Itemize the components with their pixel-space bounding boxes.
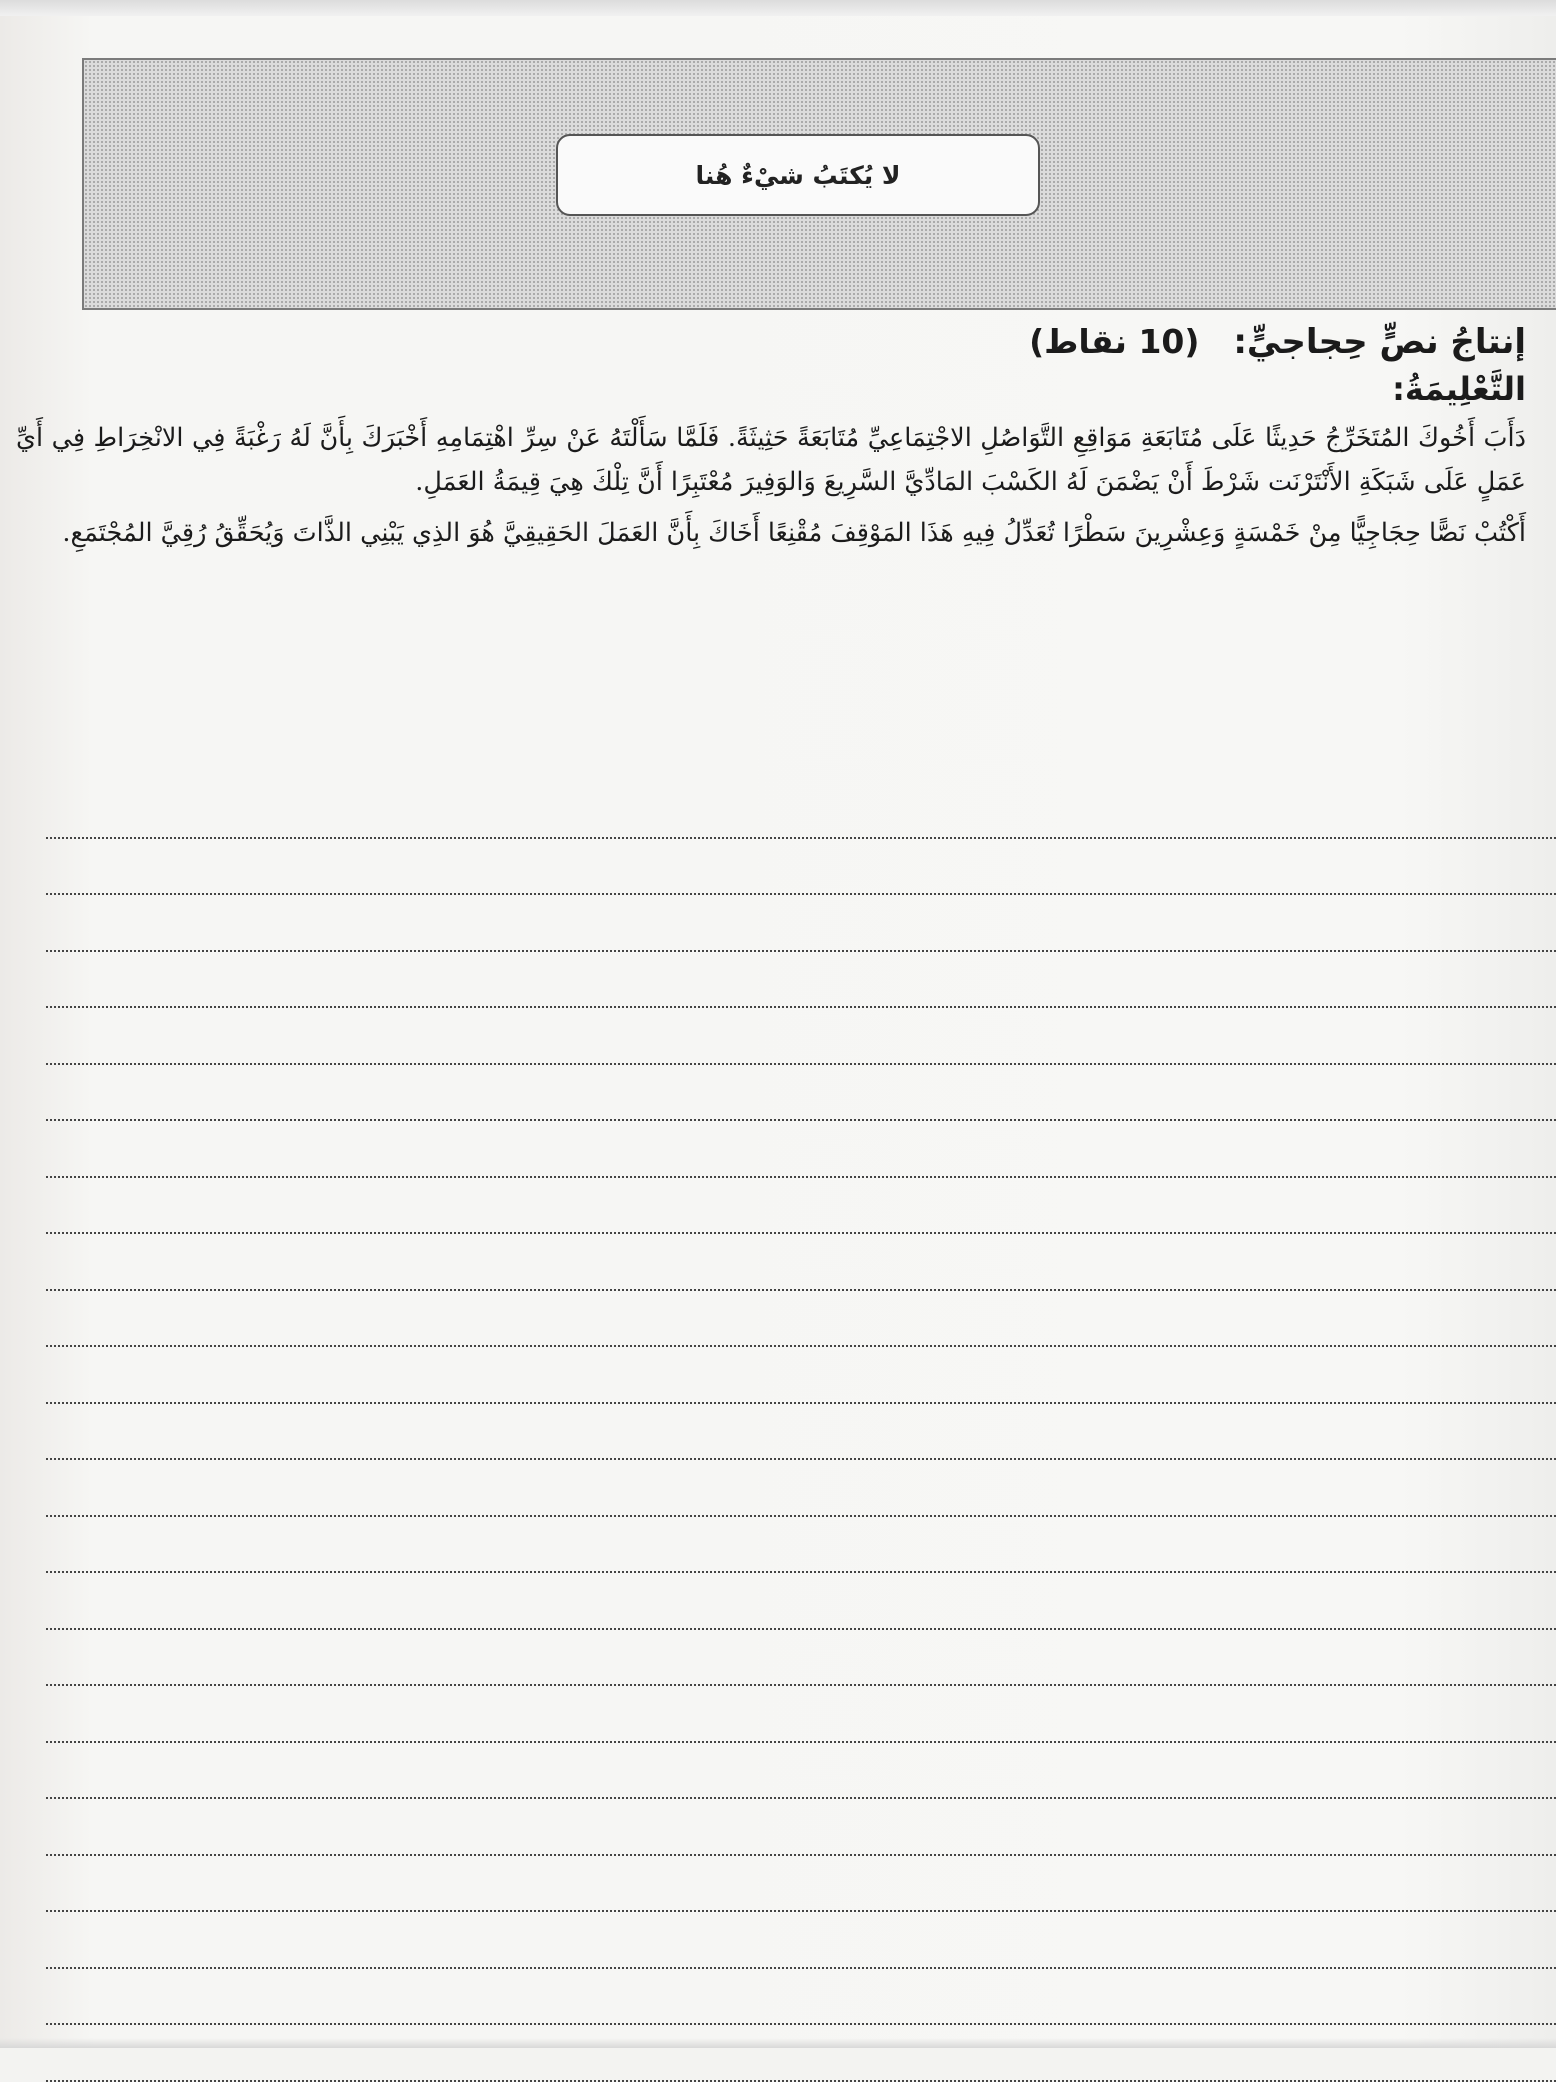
question-section bbox=[16, 318, 1526, 562]
answer-line[interactable] bbox=[46, 1404, 1556, 1461]
answer-line[interactable] bbox=[46, 1799, 1556, 1856]
answer-line[interactable] bbox=[46, 2025, 1556, 2082]
section-heading bbox=[16, 318, 1526, 366]
answer-line[interactable] bbox=[46, 1743, 1556, 1800]
section-points: (10 نقاط) bbox=[1029, 322, 1200, 361]
answer-line[interactable] bbox=[46, 1912, 1556, 1969]
answer-lines[interactable] bbox=[46, 782, 1556, 2082]
answer-line[interactable] bbox=[46, 1630, 1556, 1687]
answer-line[interactable] bbox=[46, 895, 1556, 952]
answer-line[interactable] bbox=[46, 1969, 1556, 2026]
no-write-label bbox=[556, 134, 1040, 216]
answer-line[interactable] bbox=[46, 952, 1556, 1009]
answer-line[interactable] bbox=[46, 1234, 1556, 1291]
answer-line[interactable] bbox=[46, 782, 1556, 839]
page-bottom-edge bbox=[0, 2038, 1556, 2048]
answer-line[interactable] bbox=[46, 1460, 1556, 1517]
page-top-edge bbox=[0, 0, 1556, 16]
answer-line[interactable] bbox=[46, 1573, 1556, 1630]
no-write-text: لا يُكتَبُ شيْءٌ هُنا bbox=[695, 160, 901, 190]
answer-line[interactable] bbox=[46, 1178, 1556, 1235]
answer-line[interactable] bbox=[46, 1008, 1556, 1065]
instruction-label: التَّعْلِيمَةُ: bbox=[1392, 370, 1526, 408]
answer-line[interactable] bbox=[46, 1347, 1556, 1404]
task-paragraph: أَكْتُبْ نَصًّا حِجَاجِيًّا مِنْ خَمْسَةٍ وَعِشْرِينَ سَطْرًا تُعَدِّلُ فِيهِ هَذَا المَوْقِفَ مُقْنِعًا أَخَاكَ بِأَنَّ العَمَلَ الحَقِيقِيَّ هُوَ الذِي يَبْنِي الذَّاتَ وَيُحَقِّقُ رُقِيَّ المُجْتَمَعِ. bbox=[62, 518, 1526, 548]
answer-line[interactable] bbox=[46, 1517, 1556, 1574]
answer-line[interactable] bbox=[46, 1121, 1556, 1178]
section-title: إنتاجُ نصٍّ حِجاجيٍّ: bbox=[1233, 322, 1526, 362]
answer-line[interactable] bbox=[46, 1065, 1556, 1122]
answer-line[interactable] bbox=[46, 839, 1556, 896]
answer-line[interactable] bbox=[46, 1856, 1556, 1913]
answer-line[interactable] bbox=[46, 1686, 1556, 1743]
prompt-paragraph: دَأَبَ أَخُوكَ المُتَخَرِّجُ حَدِيثًا عَلَى مُتَابَعَةِ مَوَاقِعِ التَّوَاصُلِ الاجْتِمَاعِيِّ مُتَابَعَةً حَثِيثَةً. فَلَمَّا سَأَلْتَهُ عَنْ سِرِّ اهْتِمَامِهِ أَخْبَرَكَ بِأَنَّ لَهُ رَغْبَةً فِي الانْخِرَاطِ فِي أَيِّ عَمَلٍ عَلَى شَبَكَةِ الأَنْتَرْنَت شَرْطَ أَنْ يَضْمَنَ لَهُ الكَسْبَ المَادِّيَّ السَّرِيعَ وَالوَفِيرَ مُعْتَبِرًا أَنَّ تِلْكَ هِيَ قِيمَةُ العَمَلِ. bbox=[16, 423, 1526, 497]
answer-line[interactable] bbox=[46, 1291, 1556, 1348]
